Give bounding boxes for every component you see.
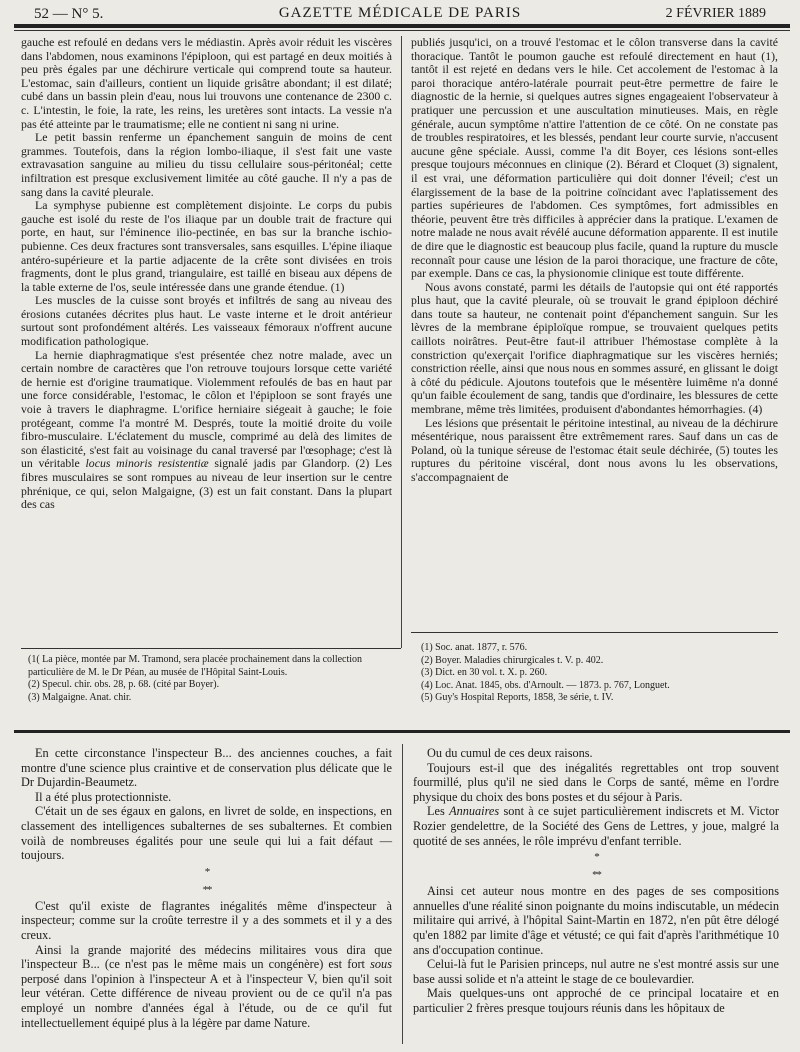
header-rule-thin <box>14 30 790 31</box>
paragraph: Le petit bassin renferme un épanchement sanguin de moins de cent grammes. Toutefois, dans la région lombo-iliaque, il s'est fait une vaste extravasation sanguine au milieu du tissu cellulaire sous-péritonéal; cette infiltration est presque exclusivement limitée au côté gauche. Il n'y a pas de sang dans la cavité pleurale. <box>21 130 392 199</box>
italic-phrase: locus minoris resistentiæ <box>85 456 209 471</box>
footnote: (3) Malgaigne. Anat. chir. <box>28 691 132 703</box>
asterism: * * * <box>592 851 600 882</box>
header-rule <box>14 24 790 28</box>
footnote: (5) Guy's Hospital Reports, 1858, 3e série, t. IV. <box>421 692 614 703</box>
paragraph: Les muscles de la cuisse sont broyés et infiltrés de sang au niveau des érosions cutanées décrites plus haut. Le vaste interne et le droit antérieur surtout sont profondément altérés. Les vaisseaux fémoraux n'offrent aucune modification pathologique. <box>21 293 392 349</box>
feuilleton-column-left <box>21 746 392 1030</box>
paragraph <box>21 943 392 1031</box>
column-divider <box>402 744 403 1044</box>
paragraph <box>21 349 392 512</box>
paragraph: Nous avons constaté, parmi les détails de l'autopsie qui ont été rapportés plus haut, que la cavité pleurale, où se trouvait le grand épiploon déchiré dans toute sa hauteur, ne contenait point d'épanchement sanguin. Sur les lèvres de la membrane épiploïque rompue, se trouvaient quelques petits caillots noirâtres. Peut-être faut-il attribuer l'hémostase complète à la constriction qu'exerçait l'orifice diaphragmatique sur les viscères herniés; constriction réelle, ainsi que nous nous en sommes assuré, en glissant le doigt à côté du pédicule. Ajoutons toutefois que le mésentère luimême n'a donné qu'un faible écoulement de sang, tandis que d'ordinaire, les blessures de cette membrane, même très limitées, produisent d'abondantes hémorrhagies. (4) <box>411 279 778 417</box>
paragraph: Ainsi cet auteur nous montre en des pages de ses compositions annuelles d'une réalité sinon poignante du moins indiscutable, un médecin militaire qui arrivé, à l'hôpital Saint-Martin en 1872, n'en pût être délogé qu'en 1882 par limite d'âge et vétusté; ce qui fait d'après l'arithmétique 10 ans d'occupation continue. <box>413 884 779 957</box>
paragraph: publiés jusqu'ici, on a trouvé l'estomac et le côlon transverse dans la cavité thoracique. Tantôt le poumon gauche est refoulé directement en haut (1), tantôt il est rejeté en dedans vers le hile. Cet accolement de l'estomac à la paroi thoracique antéro-latérale pourrait peut-être permettre de faire le diagnostic de la hernie, si quelques autres signes engageaient l'observateur à pratiquer une percussion et une auscultation minutieuses. Mais, en règle générale, aucun symptôme n'attire l'attention de ce côté. On ne constate pas de troubles respiratoires, et les blessés, pendant leur courte survie, n'accusent aucune gêne spéciale. Aussi, comme l'a dit Boyer, ces lésions sont-elles presque toujours méconnues en clinique (2). Bérard et Cloquet (3) signalent, il est vrai, une déformation particulière qui doit donner l'éveil; c'est un élargissement de la base de la poitrine coïncidant avec l'aplatissement des parties supérieures de l'abdomen. Ces symptômes, fort admissibles en théorie, peuvent être très difficiles à apprécier dans la pratique. L'examen de notre malade ne nous avait révélé aucune déformation apparente. Il est inutile de dire que le diagnostic est beaucoup plus facile, quand la rupture du muscle reconnaît pour cause une lésion de la paroi thoracique, une fracture de côte, par exemple. Dans ce cas, la physionomie clinique est toute différente. <box>411 35 778 281</box>
column-divider <box>401 36 402 648</box>
page-number: 52 — N° 5. <box>34 6 104 22</box>
paragraph: Ou du cumul de ces deux raisons. <box>427 746 593 760</box>
paragraph: Mais quelques-uns ont approché de ce principal locataire et en particulier 2 frères presque toujours réunis dans les hôpitaux de <box>413 986 779 1015</box>
italic-word: sous <box>370 957 392 972</box>
footnote-rule <box>411 632 778 633</box>
paragraph-text: Ainsi la grande majorité des médecins militaires vous dira que l'inspecteur B... (ce n'est pas le même mais un congénère) est fort <box>21 942 392 972</box>
paragraph-text: La hernie diaphragmatique s'est présentée chez notre malade, avec un certain nombre de caractères que l'on retrouve toujours lorsque cette variété de hernie est d'origine traumatique. Violemment refoulés de bas en haut par une force considérable, l'estomac, le côlon et l'épiploon se sont frayés une voie à travers le diaphragme. L'orifice herniaire siégeait à gauche; le foie protégeant, comme l'a montré M. Després, toute la moitié droite du voile fibro-musculaire. L'éclatement du muscle, comprimé au delà des limites de son élasticité, s'est fait au voisinage du canal traversé par l'œsophage; c'est là un véritable <box>21 347 392 471</box>
paragraph: En cette circonstance l'inspecteur B... des anciennes couches, a fait montre d'une science plus craintive et de conservation plus délicate que le Dr Dujardin-Beaumetz. <box>21 746 392 790</box>
footnotes-left <box>28 654 400 704</box>
paragraph: Les lésions que présentait le péritoine intestinal, au niveau de la déchirure mésentérique, nous paraissent être extrêmement rares. Sauf dans un cas de Poland, où la tunique séreuse de l'estomac était seule déchirée, (5) toutes les ruptures du péritoine viscéral, dont nous avons lu les observations, s'accompagnaient de <box>411 415 778 484</box>
footnote: (1) Soc. anat. 1877, r. 576. <box>421 642 528 653</box>
paragraph: Il a été plus protectionniste. <box>35 789 172 804</box>
footnote: (4) Loc. Anat. 1845, obs. d'Arnoult. — 1873. p. 767, Longuet. <box>421 679 670 691</box>
article-column-right <box>411 36 778 485</box>
footnote: (2) Specul. chir. obs. 28, p. 68. (cité par Boyer). <box>28 679 220 690</box>
asterism: * * * <box>202 865 211 896</box>
paragraph <box>413 804 779 848</box>
paragraph: Celui-là fut le Parisien princeps, nul autre ne s'est montré assis sur une base aussi solide et n'a atteint le stage de ce boulevardier. <box>413 957 779 986</box>
paragraph-text: sont à ce sujet particulièrement indiscrets et M. Victor Rozier gendelettre, de la Société des Gens de Lettres, y joue, malgré la quotité de ses années, le rôle imprévu d'enfant terrible. <box>413 804 780 848</box>
footnote: (2) Boyer. Maladies chirurgicales t. V. p. 402. <box>421 654 604 666</box>
paragraph-text: signalé jadis par Glandorp. (2) Les fibres musculaires se sont rompues au niveau de leur insertion sur le centre phrénique, ce qui, selon Malgaigne, (3) est un fait constant. Dans la plupart des cas <box>21 456 393 512</box>
feuilleton-column-right <box>413 746 779 1016</box>
footnotes-right <box>421 642 776 705</box>
paragraph-text: Les <box>427 804 445 819</box>
paragraph: C'était un de ses égaux en galons, en livret de solde, en inspections, en classement des intelligences subalternes de ses subalternes. Et combien voilà de nombreuses égalités pour une seule qui lui a fait défaut — toujours. <box>21 804 392 863</box>
footnote: (1( La pièce, montée par M. Tramond, sera placée prochainement dans la collection particulière de M. le Dr Péan, au musée de l'Hôpital Saint-Louis. <box>28 654 363 678</box>
journal-title: GAZETTE MÉDICALE DE PARIS <box>278 5 522 21</box>
paragraph: gauche est refoulé en dedans vers le médiastin. Après avoir réduit les viscères dans l'abdomen, nous examinons l'épiploon, qui est partagé en deux moitiés à peu près égales par une déchirure verticale qui comprend toute sa hauteur. L'estomac, sain d'ailleurs, contient un liquide grisâtre abondant; il est dilaté; cubé dans un bassin plein d'eau, nous lui trouvons une contenance de 2300 c. c. L'intestin, le foie, la rate, les reins, les uretères sont intacts. La vessie n'a pas été atteinte par le traumatisme; elle ne contient ni sang ni urine. <box>21 35 392 131</box>
footnote: (3) Dict. en 30 vol. t. X. p. 260. <box>421 667 548 678</box>
italic-word: Annuaires <box>449 804 500 819</box>
article-column-left <box>21 36 392 512</box>
paragraph: C'est qu'il existe de flagrantes inégalités même d'inspecteur à inspecteur; comme sur la croûte terrestre il y a des sommets et il y a des creux. <box>21 898 392 942</box>
footnote-rule <box>21 648 401 649</box>
page-header <box>12 4 788 24</box>
paragraph: Toujours est-il que des inégalités regrettables ont trop souvent fourmillé, plus qu'il ne sied dans le Corps de santé, même en l'ordre physique du choix des bons postes et du séjour à Paris. <box>413 760 779 804</box>
paragraph-text: perposé dans l'opinion à l'inspecteur A et à l'inspecteur V, bien qu'il soit leur vétéran. Cette différence de niveau provient ou de ce qu'il n'a pas employé un nombre d'années égal à l'étude, ou de ce qu'il fut intellectuellement équipé plus à la légère par dame Nature. <box>21 971 392 1030</box>
section-separator <box>14 730 790 733</box>
issue-date: 2 FÉVRIER 1889 <box>665 6 766 21</box>
paragraph: La symphyse pubienne est complètement disjointe. Le corps du pubis gauche est isolé du reste de l'os iliaque par un double trait de fracture qui porte, en haut, sur l'éminence ilio-pectinée, en bas sur la branche ischio-pubienne. Ces deux fractures sont transversales, sans esquilles. L'épine iliaque antéro-supérieure et la partie adjacente de la crête sont divisées en trois fragments, dont le plus grand, triangulaire, est taillé en biseau aux dépens de la table externe de l'os, seule intéressée dans une grande étendue. (1) <box>21 198 392 294</box>
